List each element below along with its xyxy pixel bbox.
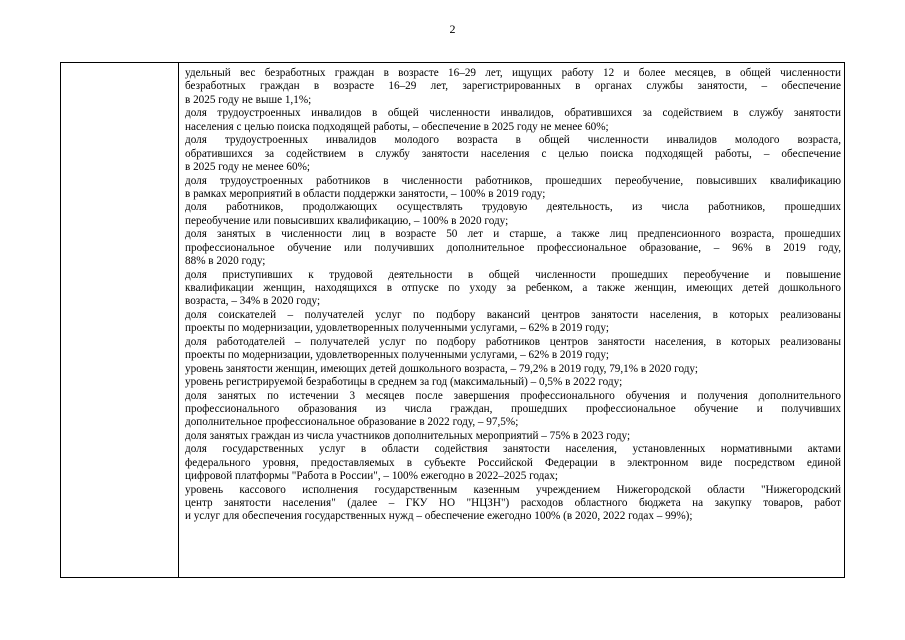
text-line: доля занятых граждан из числа участников дополнительных мероприятий – 75% в 2023 году;: [185, 429, 631, 442]
text-line: возраста, – 34% в 2020 году;: [185, 295, 321, 308]
paragraph-additional-measures: [185, 430, 841, 443]
text-line: доля трудоустроенных инвалидов в общей численности инвалидов, обратившихся за содействием в службу занятости: [185, 107, 841, 120]
text-line: населения с целью поиска подходящей работы, – обеспечение в 2025 году не менее 60%;: [185, 120, 609, 133]
paragraph-employed-young-disabled: [185, 134, 841, 174]
text-line: удельный вес безработных граждан в возрасте 16–29 лет, ищущих работу 12 и более месяцев, в общей численности: [185, 67, 841, 79]
text-line: доля соискателей – получателей услуг по подбору вакансий центров занятости населения, в которых реализованы: [185, 308, 841, 321]
paragraph-employed-disabled: [185, 107, 841, 134]
text-line: доля работодателей – получателей услуг по подбору работников центров занятости населения, в которых реализованы: [185, 335, 841, 348]
text-line: дополнительное профессиональное образование в 2022 году, – 97,5%;: [185, 416, 519, 429]
text-line: уровень занятости женщин, имеющих детей дошкольного возраста, – 79,2% в 2019 году, 79,1% в 2020 году;: [185, 362, 698, 375]
text-line: в 2025 году не менее 60%;: [185, 161, 311, 174]
text-line: переобучение или повысивших квалификацию, – 100% в 2020 году;: [185, 214, 509, 227]
text-line: безработных граждан в возрасте 16–29 лет, зарегистрированных в органах службы занятости, – обеспечение: [185, 80, 841, 93]
paragraph-unemployed-youth: [185, 67, 841, 107]
text-line: в рамках мероприятий в области поддержки занятости, – 100% в 2019 году;: [185, 187, 546, 200]
paragraph-registered-unemployment: [185, 376, 841, 389]
document-table: [60, 62, 845, 578]
table-left-column: [61, 63, 179, 577]
page-number: 2: [449, 22, 456, 36]
table-text-column: [179, 63, 844, 577]
text-line: доля трудоустроенных работников в численности работников, прошедших переобучение, повысивших квалификацию: [185, 174, 841, 187]
text-line: профессионального образования из числа граждан, прошедших профессиональное обучение и получивших: [185, 402, 841, 415]
text-line: проекты по модернизации, удовлетворенных полученными услугами, – 62% в 2019 году;: [185, 322, 609, 335]
text-line: доля государственных услуг в области содействия занятости населения, установленных нормативными актами: [185, 443, 841, 456]
text-line: доля занятых в численности лиц в возрасте 50 лет и старше, а также лиц предпенсионного возраста, прошедших: [185, 228, 841, 241]
text-line: 88% в 2020 году;: [185, 255, 266, 268]
paragraph-women-employment-level: [185, 363, 841, 376]
text-line: квалификации женщин, находящихся в отпуске по уходу за ребенком, а также женщин, имеющих детей дошкольного: [185, 282, 841, 294]
paragraph-retrained-workers: [185, 175, 841, 202]
text-line: и услуг для обеспечения государственных нужд – обеспечение ежегодно 100% (в 2020, 2022 годах – 99%);: [185, 510, 693, 523]
text-line: цифровой платформы "Работа в России", – 100% ежегодно в 2022–2025 годах;: [185, 470, 559, 483]
paragraph-women-parental-leave: [185, 269, 841, 309]
text-line: обратившихся за содействием в службу занятости населения с целью поиска подходящей работы, – обеспечение: [185, 147, 841, 160]
paragraph-job-seekers-satisfied: [185, 309, 841, 336]
text-line: профессиональное обучение или получивших дополнительное профессиональное образование, – 96% в 2019 году,: [185, 241, 841, 254]
paragraph-employed-after-training: [185, 390, 841, 430]
text-line: доля трудоустроенных инвалидов молодого возраста в общей численности инвалидов молодого возраста,: [185, 134, 841, 147]
paragraph-employers-satisfied: [185, 336, 841, 363]
paragraph-continuing-workers: [185, 201, 841, 228]
text-line: доля приступивших к трудовой деятельности в общей численности прошедших переобучение и повышение: [185, 268, 841, 281]
text-line: уровень кассового исполнения государственным казенным учреждением Нижегородской области "Нижегородский: [185, 483, 841, 496]
text-line: в 2025 году не выше 1,1%;: [185, 93, 312, 106]
text-line: доля занятых по истечении 3 месяцев после завершения профессионального обучения и получения дополнительного: [185, 389, 841, 402]
text-line: центр занятости населения" (далее – ГКУ НО "НЦЗН") расходов областного бюджета на закупку товаров, работ: [185, 497, 841, 509]
text-line: уровень регистрируемой безработицы в среднем за год (максимальный) – 0,5% в 2022 году;: [185, 376, 623, 389]
paragraph-electronic-services: [185, 443, 841, 483]
paragraph-cash-execution: [185, 484, 841, 524]
text-line: федерального уровня, предоставляемых в субъекте Российской Федерации в электронном виде посредством единой: [185, 456, 841, 469]
paragraph-employed-50-plus: [185, 228, 841, 268]
text-line: доля работников, продолжающих осуществлять трудовую деятельность, из числа работников, прошедших: [185, 201, 841, 214]
text-line: проекты по модернизации, удовлетворенных полученными услугами, – 62% в 2019 году;: [185, 349, 609, 362]
